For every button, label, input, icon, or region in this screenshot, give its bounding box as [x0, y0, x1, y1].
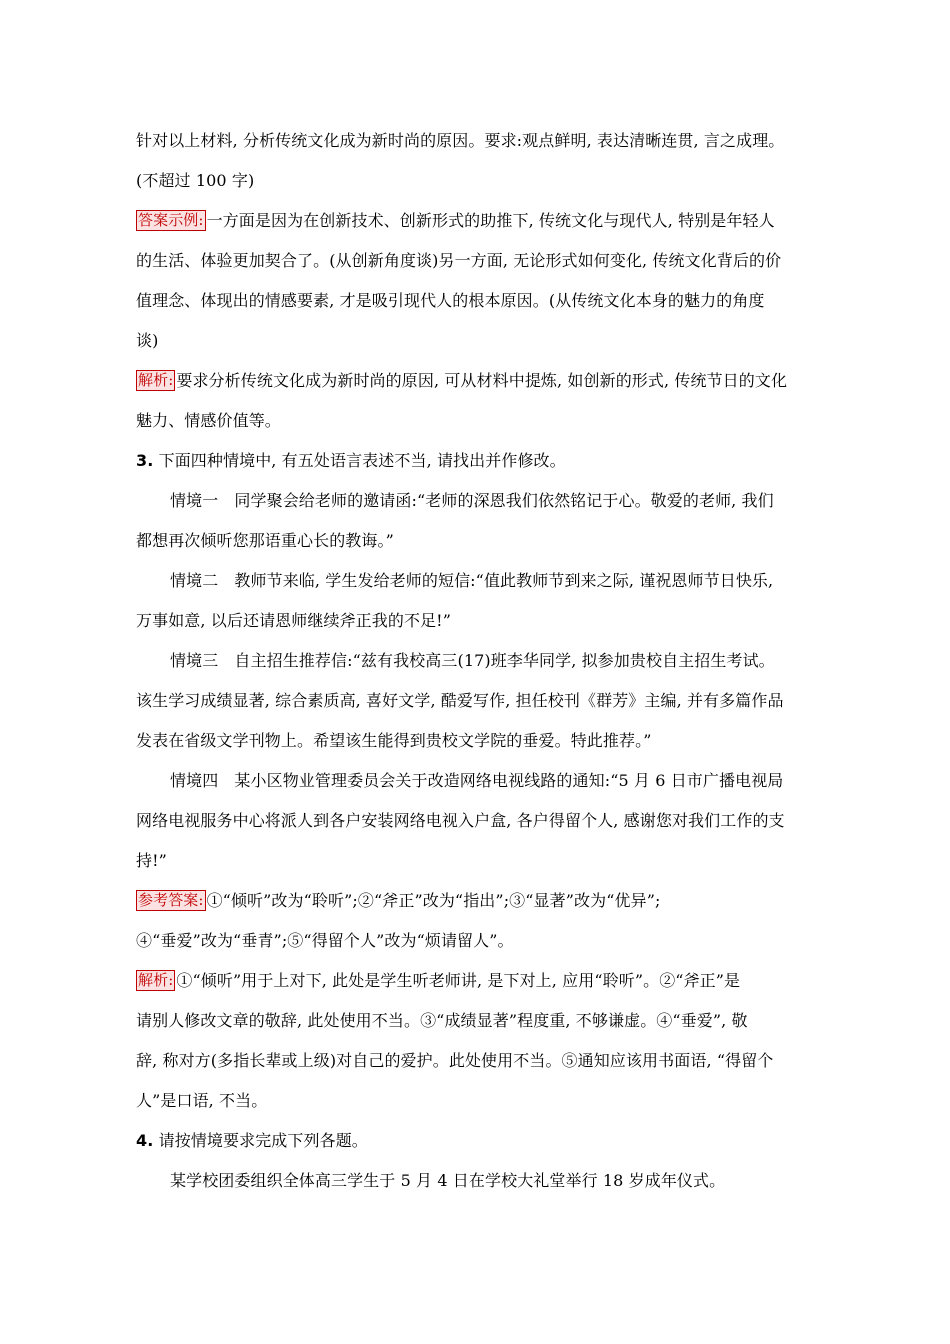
- text-line: 辞, 称对方(多指长辈或上级)对自己的爱护。此处使用不当。⑤通知应该用书面语, “得留个: [136, 1051, 774, 1070]
- text-line: 都想再次倾听您那语重心长的教诲。”: [136, 531, 394, 550]
- question-3-line: [136, 441, 816, 481]
- analysis-tag: 解析:: [138, 971, 174, 989]
- text-line: 网络电视服务中心将派人到各户安装网络电视入户盒, 各户得留个人, 感谢您对我们工作的支: [136, 811, 785, 830]
- question-4-line: [136, 1121, 816, 1161]
- text-line: 请别人修改文章的敬辞, 此处使用不当。③“成绩显著”程度重, 不够谦虚。④“垂爱”, 敬: [136, 1011, 748, 1030]
- text-line: 某学校团委组织全体高三学生于 5 月 4 日在学校大礼堂举行 18 岁成年仪式。: [170, 1171, 726, 1190]
- text-span: ①“倾听”用于上对下, 此处是学生听老师讲, 是下对上, 应用“聆听”。②“斧正”是: [176, 971, 741, 990]
- text-line: 该生学习成绩显著, 综合素质高, 喜好文学, 酷爱写作, 担任校刊《群芳》主编, 并有多篇作品: [136, 691, 784, 710]
- text-span: 请按情境要求完成下列各题。: [153, 1131, 368, 1150]
- answer-example-tag: 答案示例:: [138, 211, 204, 229]
- analysis-line: [136, 961, 816, 1001]
- text-span: 要求分析传统文化成为新时尚的原因, 可从材料中提炼, 如创新的形式, 传统节日的文化: [176, 371, 788, 390]
- text-line: 魅力、情感价值等。: [136, 411, 281, 430]
- text-line: 情境一 同学聚会给老师的邀请函:“老师的深恩我们依然铭记于心。敬爱的老师, 我们: [170, 491, 774, 510]
- reference-answer-line: [136, 881, 816, 921]
- text-line: 发表在省级文学刊物上。希望该生能得到贵校文学院的垂爱。特此推荐。”: [136, 731, 652, 750]
- analysis-tag: 解析:: [138, 371, 174, 389]
- text-line: 情境二 教师节来临, 学生发给老师的短信:“值此教师节到来之际, 谨祝恩师节日快乐,: [170, 571, 774, 590]
- analysis-line: [136, 361, 816, 401]
- text-line: 人”是口语, 不当。: [136, 1091, 268, 1110]
- text-span: 一方面是因为在创新技术、创新形式的助推下, 传统文化与现代人, 特别是年轻人: [206, 211, 775, 230]
- text-line: (不超过 100 字): [136, 171, 255, 190]
- answer-example-line: [136, 201, 816, 241]
- text-line: 值理念、体现出的情感要素, 才是吸引现代人的根本原因。(从传统文化本身的魅力的角度: [136, 291, 765, 310]
- text-line: 谈): [136, 331, 159, 350]
- text-span: ①“倾听”改为“聆听”;②“斧正”改为“指出”;③“显著”改为“优异”;: [206, 891, 661, 910]
- text-span: 下面四种情境中, 有五处语言表述不当, 请找出并作修改。: [153, 451, 566, 470]
- reference-answer-tag: 参考答案:: [138, 891, 204, 909]
- document-page: [136, 121, 816, 1201]
- text-line: ④“垂爱”改为“垂青”;⑤“得留个人”改为“烦请留人”。: [136, 931, 514, 950]
- text-line: 的生活、体验更加契合了。(从创新角度谈)另一方面, 无论形式如何变化, 传统文化背后的价: [136, 251, 782, 270]
- text-line: 万事如意, 以后还请恩师继续斧正我的不足!”: [136, 611, 451, 630]
- text-line: 情境四 某小区物业管理委员会关于改造网络电视线路的通知:“5 月 6 日市广播电视局: [170, 771, 784, 790]
- text-line: 持!”: [136, 851, 167, 870]
- question-number: 3.: [136, 451, 154, 470]
- text-line: 情境三 自主招生推荐信:“兹有我校高三(17)班李华同学, 拟参加贵校自主招生考试。: [170, 651, 775, 670]
- question-number: 4.: [136, 1131, 154, 1150]
- text-line: 针对以上材料, 分析传统文化成为新时尚的原因。要求:观点鲜明, 表达清晰连贯, 言之成理。: [136, 131, 785, 150]
